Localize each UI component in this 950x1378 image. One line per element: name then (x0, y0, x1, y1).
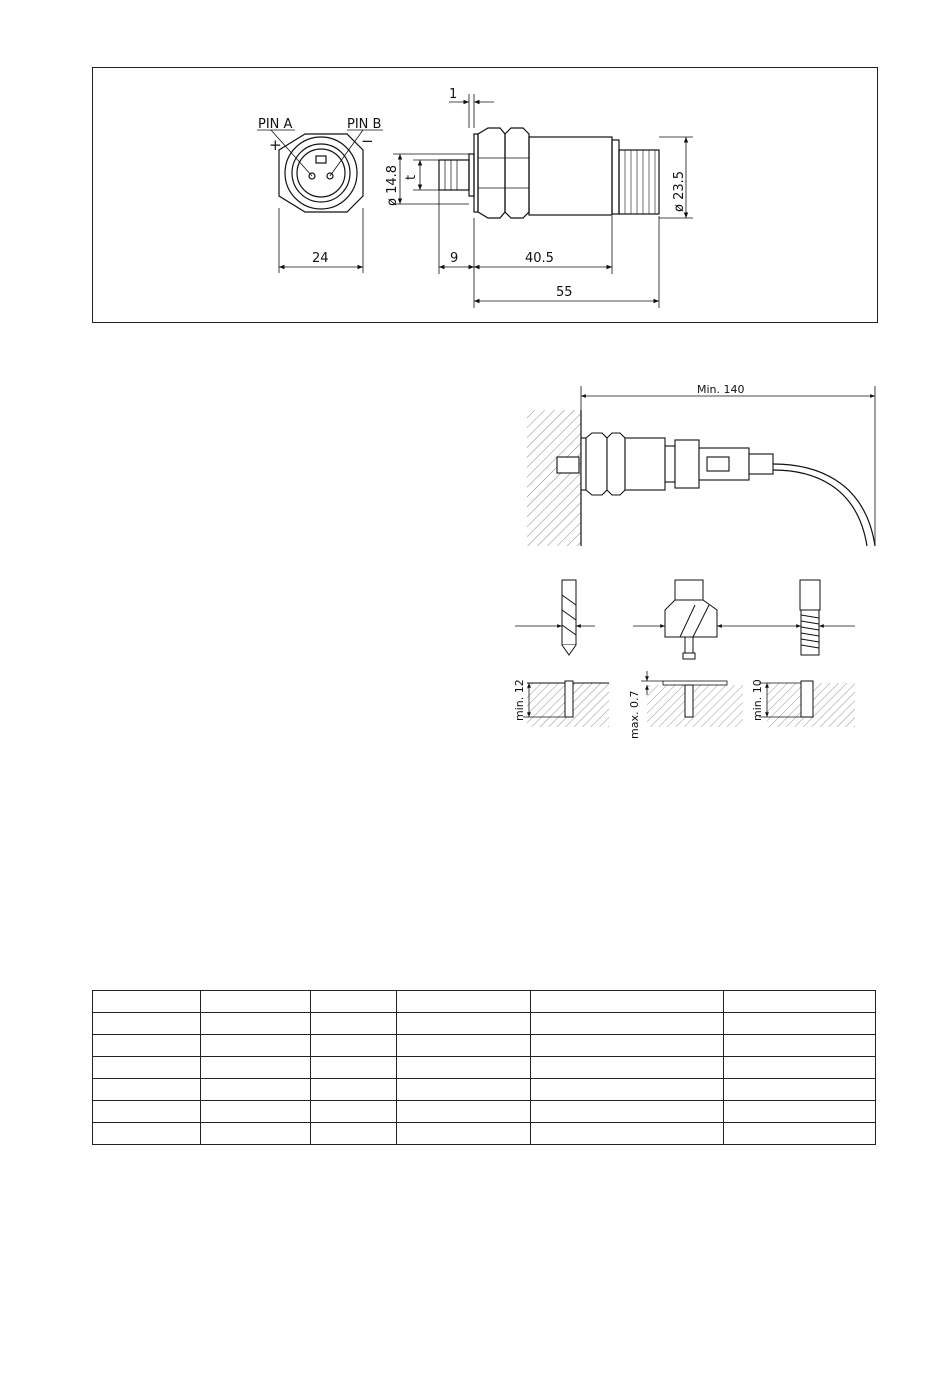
clearance-label: Min. 140 (697, 383, 745, 396)
thread-diameter-label: ø 23.5 (672, 170, 687, 212)
table-cell (396, 1057, 531, 1079)
table-cell (310, 1057, 396, 1079)
table-cell (93, 1035, 201, 1057)
table-cell (200, 1035, 310, 1057)
body-length-label: 40.5 (525, 251, 554, 266)
drilling-steps-drawing (505, 575, 865, 745)
spotface-depth-label: max. 0.7 (628, 690, 641, 739)
dimension-drawing-frame (92, 67, 878, 323)
wall-hatch (527, 410, 581, 546)
pin-a-polarity: + (269, 136, 282, 154)
table-cell (724, 1013, 876, 1035)
table-cell (310, 1079, 396, 1101)
table-cell (310, 1101, 396, 1123)
table-row (93, 1013, 876, 1035)
table-cell (724, 1035, 876, 1057)
table-cell (396, 991, 531, 1013)
mounting-drawing (515, 380, 885, 550)
pin-b-label: PIN B (347, 117, 382, 132)
table-cell (724, 1079, 876, 1101)
table-cell (93, 991, 201, 1013)
table-cell (200, 991, 310, 1013)
table-cell (396, 1013, 531, 1035)
table-cell (310, 991, 396, 1013)
drill-step (513, 580, 609, 727)
drill-depth-label: min. 12 (513, 679, 526, 721)
table-row (93, 1057, 876, 1079)
table-cell (200, 1101, 310, 1123)
table-row (93, 1123, 876, 1145)
table-cell (93, 1123, 201, 1145)
table-cell (310, 1123, 396, 1145)
table-row (93, 1101, 876, 1123)
table-cell (93, 1079, 201, 1101)
thread-depth-label: min. 10 (751, 679, 764, 721)
table-row (93, 1079, 876, 1101)
table-cell (724, 1101, 876, 1123)
side-dimensions (393, 94, 693, 308)
mounted-sensor (557, 433, 773, 495)
tip-depth-label: t (404, 174, 419, 180)
table-cell (724, 1123, 876, 1145)
table-cell (93, 1101, 201, 1123)
tap-step (751, 580, 855, 727)
table-row (93, 1035, 876, 1057)
table-cell (93, 1013, 201, 1035)
hex-width-label: 24 (312, 251, 329, 266)
table-cell (724, 1057, 876, 1079)
table-cell (396, 1101, 531, 1123)
table-cell (200, 1123, 310, 1145)
table-cell (531, 1079, 724, 1101)
table-cell (200, 1057, 310, 1079)
tip-length-label: 9 (450, 251, 459, 266)
table-cell (531, 1035, 724, 1057)
sensor-dimension-drawing (93, 68, 879, 324)
side-view (439, 128, 659, 218)
pin-a-label: PIN A (258, 117, 293, 132)
table-cell (396, 1079, 531, 1101)
cable (773, 464, 875, 546)
spotface-step (628, 580, 763, 739)
table-cell (531, 991, 724, 1013)
table-cell (531, 1123, 724, 1145)
table-cell (310, 1013, 396, 1035)
tip-diameter-label: ø 14.8 (385, 164, 400, 206)
table-cell (200, 1013, 310, 1035)
table-cell (396, 1035, 531, 1057)
table-cell (531, 1013, 724, 1035)
table-cell (531, 1057, 724, 1079)
table-row (93, 991, 876, 1013)
table-cell (93, 1057, 201, 1079)
total-length-label: 55 (556, 285, 573, 300)
table-cell (724, 991, 876, 1013)
spec-table (92, 990, 876, 1145)
pin-b-polarity: − (361, 132, 374, 150)
table-cell (396, 1123, 531, 1145)
table-cell (310, 1035, 396, 1057)
flange-thickness-label: 1 (449, 87, 458, 102)
table-cell (200, 1079, 310, 1101)
table-cell (531, 1101, 724, 1123)
